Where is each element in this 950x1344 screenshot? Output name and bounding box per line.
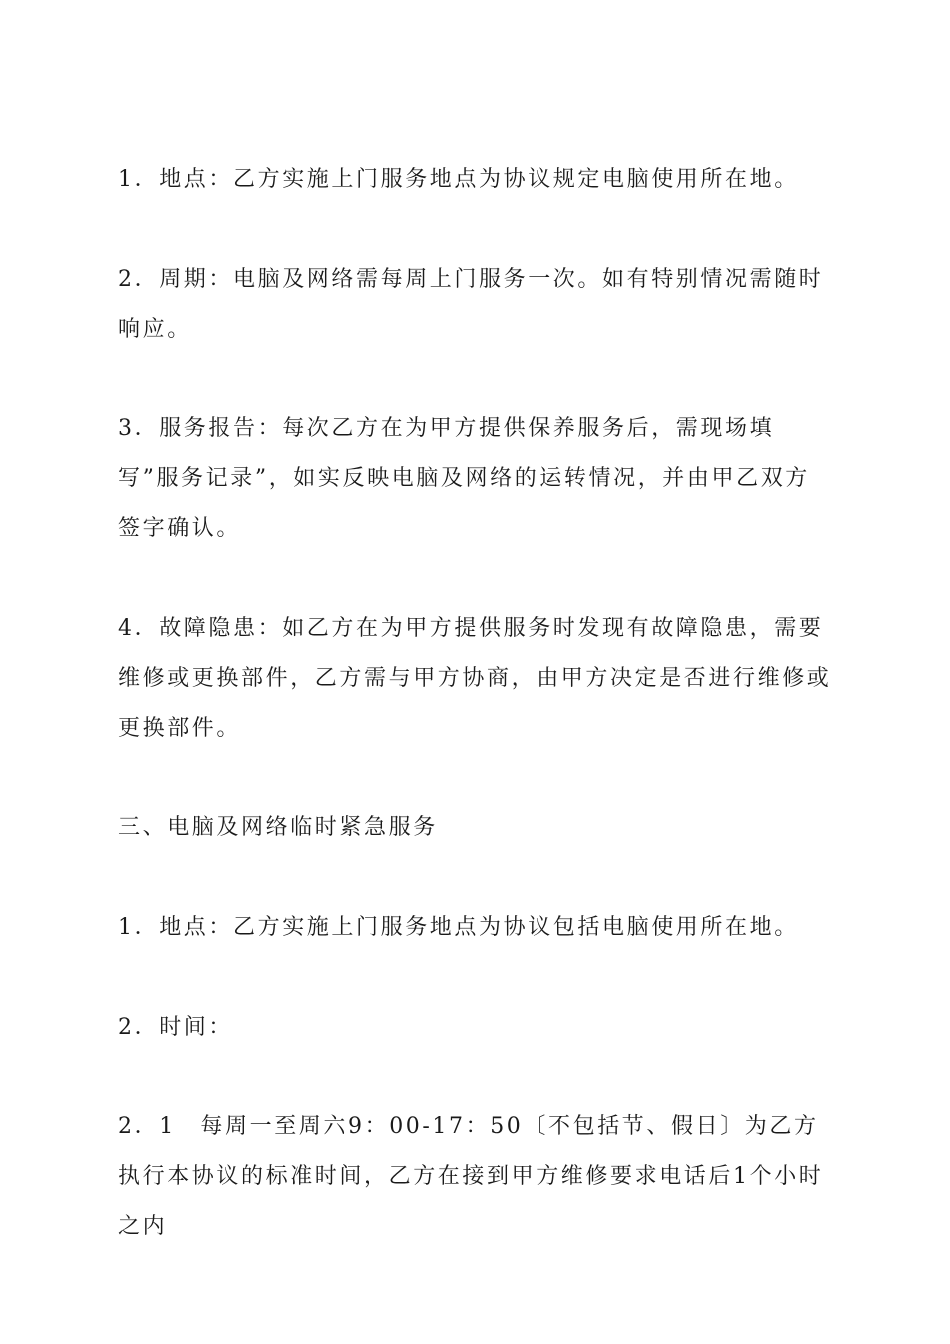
section-heading-emergency-service: 三、电脑及网络临时紧急服务 <box>118 815 438 840</box>
paragraph-time: 2．时间： <box>118 1015 233 1040</box>
paragraph-location: 1．地点：乙方实施上门服务地点为协议规定电脑使用所在地。 <box>118 167 799 192</box>
paragraph-standard-hours: 2．1 每周一至周六9：00-17：50〔不包括节、假日〕为乙方执行本协议的标准时间，乙方在接到甲方维修要求电话后1个小时之内 <box>118 1114 824 1239</box>
paragraph-emergency-location: 1．地点：乙方实施上门服务地点为协议包括电脑使用所在地。 <box>118 915 799 940</box>
paragraph-service-report: 3．服务报告：每次乙方在为甲方提供保养服务后，需现场填写”服务记录”，如实反映电脑及网络的运转情况，并由甲乙双方签字确认。 <box>118 416 810 541</box>
paragraph-fault-hazard: 4．故障隐患：如乙方在为甲方提供服务时发现有故障隐患，需要维修或更换部件，乙方需与甲方协商，由甲方决定是否进行维修或更换部件。 <box>118 616 832 741</box>
paragraph-period: 2．周期：电脑及网络需每周上门服务一次。如有特别情况需随时响应。 <box>118 267 824 342</box>
